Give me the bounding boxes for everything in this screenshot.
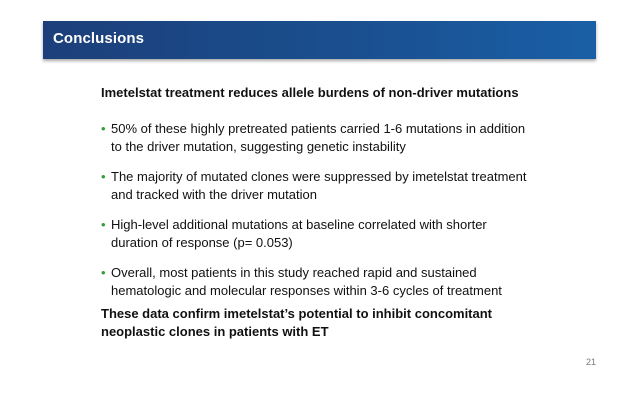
slide-title: Conclusions [53,30,145,47]
bullet-dot-icon: • [101,121,106,136]
bullet-text: Overall, most patients in this study reached rapid and sustained hematologic and molecular responses within 3-6 cycles of treatment [111,265,502,298]
bullet-item [101,168,531,204]
bullet-dot-icon: • [101,217,106,232]
bullet-dot-icon: • [101,169,106,184]
bullet-item [101,216,531,252]
bullet-item [101,120,531,156]
conclusion-statement: These data confirm imetelstat’s potential to inhibit concomitant neoplastic clones in patients with ET [101,306,493,339]
slide-subtitle: Imetelstat treatment reduces allele burdens of non-driver mutations [101,85,519,100]
bullet-text: High-level additional mutations at baseline correlated with shorter duration of response (p= 0.053) [111,217,487,250]
header-bar [43,21,596,59]
bullet-text: 50% of these highly pretreated patients carried 1-6 mutations in addition to the driver mutation, suggesting genetic instability [111,121,526,154]
page-number: 21 [585,357,596,367]
bullet-dot-icon: • [101,265,106,280]
bullet-item [101,264,531,300]
bullet-text: The majority of mutated clones were suppressed by imetelstat treatment and tracked with the driver mutation [111,169,527,202]
bullet-list [101,120,531,312]
